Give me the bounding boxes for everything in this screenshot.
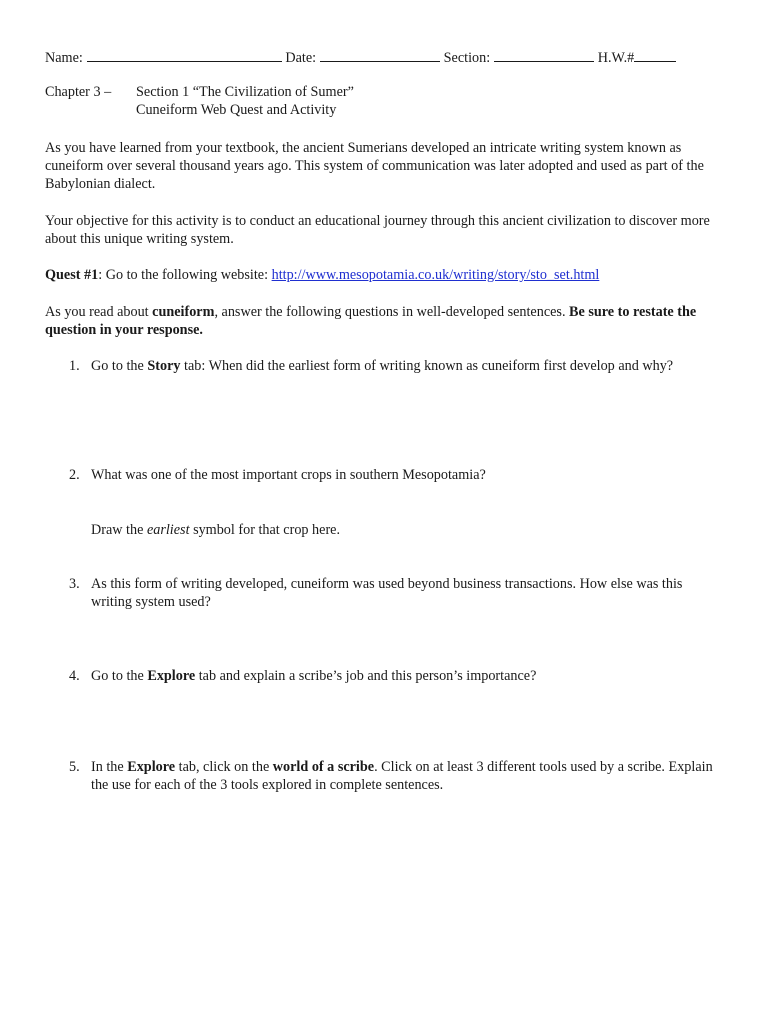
quest-label: Quest #1	[45, 267, 99, 283]
q5-pre: In the	[91, 759, 128, 775]
date-field[interactable]	[285, 47, 440, 67]
q2-draw-pre: Draw the	[91, 522, 147, 538]
question-number: 2.	[69, 467, 80, 483]
q5-bold2: world of a scribe	[272, 759, 375, 775]
chapter-title	[136, 83, 354, 119]
header-row	[45, 47, 676, 67]
q5-mid: tab, click on the	[175, 759, 273, 775]
section-label: Section:	[443, 50, 491, 66]
section-field[interactable]	[444, 47, 595, 67]
q4-bold: Explore	[147, 668, 196, 684]
question-text	[91, 667, 721, 685]
q2-draw-post: symbol for that crop here.	[189, 522, 341, 538]
chapter-title-line2: Cuneiform Web Quest and Activity	[136, 102, 337, 118]
instructions-bold-end: Be sure to restate the question in your response.	[45, 304, 697, 338]
date-label: Date:	[285, 50, 317, 66]
q1-pre: Go to the	[91, 358, 148, 374]
quest-url-link[interactable]: http://www.mesopotamia.co.uk/writing/story/sto_set.html	[271, 267, 600, 283]
q1-bold: Story	[147, 358, 181, 374]
q5-post: . Click on at least 3 different tools used by a scribe. Explain the use for each of the 3 tools explored in complete sentences.	[91, 759, 713, 793]
date-blank[interactable]	[320, 47, 440, 62]
q5-bold1: Explore	[127, 759, 176, 775]
name-field[interactable]	[45, 47, 282, 67]
question-2-draw-prompt	[91, 521, 340, 539]
intro-paragraph-2: Your objective for this activity is to conduct an educational journey through this ancient civilization to discover more about this unique writing system.	[45, 213, 710, 247]
question-text	[91, 758, 721, 794]
name-blank[interactable]	[87, 47, 282, 62]
hw-blank[interactable]	[634, 47, 676, 62]
q1-post: tab: When did the earliest form of writing known as cuneiform first develop and why?	[180, 358, 674, 374]
quest-text: : Go to the following website:	[98, 267, 272, 283]
question-number: 3.	[69, 576, 80, 592]
question-number: 1.	[69, 358, 80, 374]
question-text	[91, 357, 721, 375]
instructions-pre: As you read about	[45, 304, 153, 320]
chapter-label: Chapter 3 –	[45, 84, 112, 100]
instructions-mid: , answer the following questions in well-developed sentences.	[214, 304, 570, 320]
instructions-paragraph	[45, 303, 725, 339]
hw-field[interactable]	[598, 47, 677, 67]
q4-pre: Go to the	[91, 668, 148, 684]
question-text: As this form of writing developed, cuneiform was used beyond business transactions. How else was this writing system used?	[91, 576, 683, 610]
question-number: 5.	[69, 759, 80, 775]
question-text: What was one of the most important crops in southern Mesopotamia?	[91, 467, 486, 483]
hw-label: H.W.#	[597, 50, 635, 66]
chapter-title-line1: Section 1 “The Civilization of Sumer”	[136, 84, 354, 100]
section-blank[interactable]	[494, 47, 594, 62]
name-label: Name:	[45, 50, 83, 66]
quest-line	[45, 266, 725, 284]
instructions-bold-word: cuneiform	[152, 304, 215, 320]
q4-post: tab and explain a scribe’s job and this person’s importance?	[195, 668, 537, 684]
question-number: 4.	[69, 668, 80, 684]
intro-paragraph-1: As you have learned from your textbook, the ancient Sumerians developed an intricate writing system known as cuneiform over several thousand years ago. This system of communication was later adopted and used as part of the Babylonian dialect.	[45, 140, 704, 192]
q2-draw-em: earliest	[146, 522, 190, 538]
